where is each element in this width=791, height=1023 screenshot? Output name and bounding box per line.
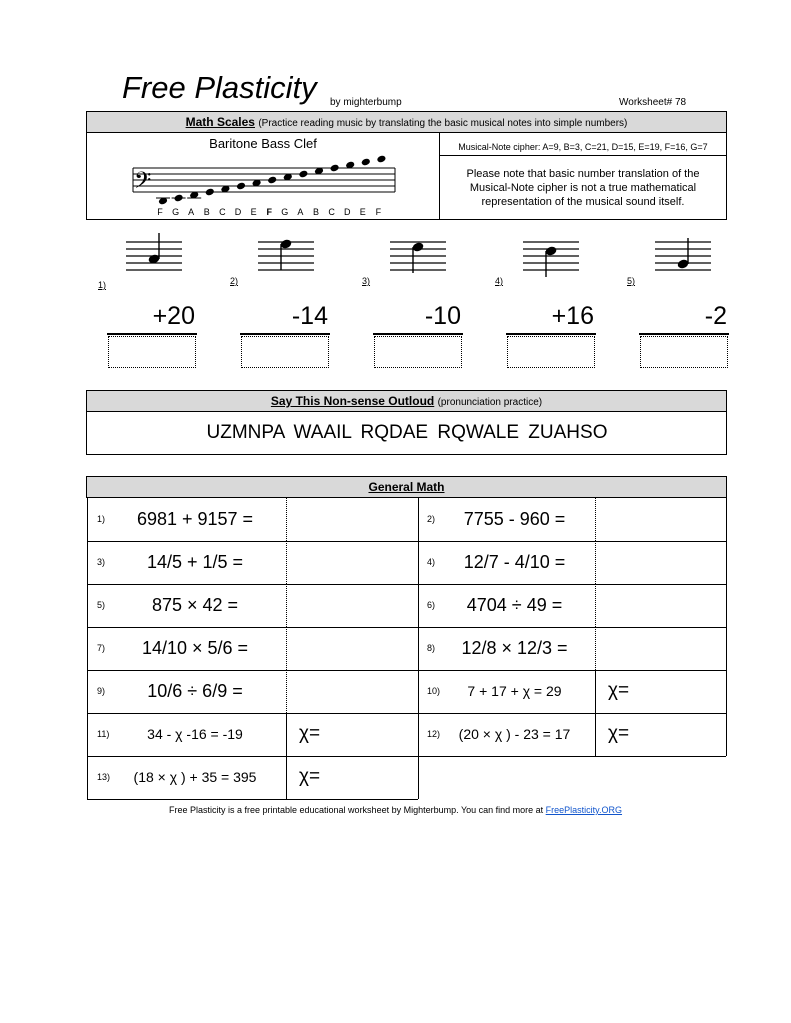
problem-number: 12): [427, 729, 441, 739]
answer-cell[interactable]: [287, 627, 418, 670]
scale-note: [205, 188, 215, 197]
scale-letter: F: [266, 207, 272, 217]
worksheet-title: Free Plasticity: [122, 70, 317, 105]
answer-cell[interactable]: [287, 498, 418, 541]
note-staff: [655, 228, 717, 278]
problem-expression: 7755 - 960 =: [463, 508, 566, 529]
footer-text: Free Plasticity is a free printable educational worksheet by Mighterbump. You can find more at: [168, 805, 546, 815]
scale-letter: F: [157, 207, 163, 217]
scale-note: [376, 155, 386, 164]
problem-expression: 4704 ÷ 49 =: [466, 594, 563, 615]
question-number: 3): [362, 276, 371, 286]
bass-clef-icon: [134, 168, 151, 199]
grid-line: [87, 584, 88, 627]
note-staff: [126, 228, 188, 278]
problem-number: 7): [97, 643, 106, 653]
grid-line: [87, 627, 88, 670]
cipher-text: Musical-Note cipher: A=9, B=3, C=21, D=15, E=19, F=16, G=7: [458, 142, 708, 152]
problem-number: 4): [427, 557, 436, 567]
problem-expression: 6981 + 9157 =: [136, 508, 254, 529]
problem-number: 11): [97, 729, 110, 739]
problem-number: 6): [427, 600, 436, 610]
chi-answer-label: χ=: [608, 680, 630, 701]
math-scales-subheading: (Practice reading music by translating the basic musical notes into simple numbers): [258, 118, 628, 129]
worksheet-number: Worksheet# 78: [619, 97, 687, 108]
scale-letter: G: [172, 207, 180, 217]
problem-expression: 14/5 + 1/5 =: [146, 551, 244, 572]
answer-box[interactable]: [374, 336, 462, 368]
answer-cell[interactable]: [596, 541, 726, 584]
problem-number: 8): [427, 643, 436, 653]
say-this-subheading: (pronunciation practice): [437, 397, 543, 408]
answer-cell[interactable]: [287, 670, 418, 713]
grid-line: [87, 498, 88, 541]
scale-letter: B: [203, 207, 210, 217]
problem-expression: 12/8 × 12/3 =: [461, 637, 568, 658]
grid-line: [418, 584, 419, 627]
chi-answer-label: χ=: [608, 723, 630, 744]
grid-line: [418, 713, 419, 756]
scale-letter: C: [328, 207, 335, 217]
scale-letter: F: [375, 207, 382, 217]
scale-note: [298, 170, 308, 179]
problem-expression: (20 × χ ) - 23 = 17: [458, 726, 571, 743]
scale-letter: G: [281, 207, 289, 217]
scale-letter: A: [297, 207, 304, 217]
grid-line: [87, 713, 88, 756]
question-value: -10: [424, 302, 461, 330]
nonsense-text: UZMNPA WAAIL RQDAE RQWALE ZUAHSO: [206, 422, 608, 443]
question-number: 4): [495, 276, 504, 286]
grid-line: [726, 670, 727, 713]
answer-box[interactable]: [108, 336, 196, 368]
note-staff: [258, 228, 320, 278]
question-number: 5): [627, 276, 636, 286]
answer-cell[interactable]: [287, 584, 418, 627]
scale-letter: D: [343, 207, 351, 217]
grid-line: [726, 498, 727, 541]
answer-cell[interactable]: [596, 498, 726, 541]
byline: by mighterbump: [330, 97, 402, 108]
svg-text:𝄢: 𝄢: [134, 168, 152, 199]
answer-box[interactable]: [640, 336, 728, 368]
grid-line: [418, 541, 419, 584]
grid-line: [418, 756, 419, 799]
problem-expression: 34 - χ -16 = -19: [147, 726, 243, 743]
grid-line: [87, 799, 418, 800]
scale-note: [330, 164, 340, 173]
grid-line: [418, 498, 419, 541]
scale-letters: [155, 207, 395, 219]
footer-link[interactable]: FreePlasticity.ORG: [545, 805, 623, 815]
answer-line: [240, 333, 330, 335]
chi-answer-label: χ=: [299, 766, 321, 787]
grid-line: [726, 713, 727, 756]
answer-line: [373, 333, 463, 335]
bass-clef-scale-staff: [125, 150, 400, 212]
scale-letter: B: [312, 207, 319, 217]
chi-answer-label: χ=: [299, 723, 321, 744]
scale-note: [267, 176, 277, 185]
answer-box[interactable]: [507, 336, 595, 368]
scale-letter: D: [234, 207, 242, 217]
cipher-note: Please note that basic number translation of the Musical-Note cipher is not a true mathematical representation of the musical sound itself.: [466, 168, 700, 208]
math-scales-header: [86, 111, 727, 133]
general-math-header: [86, 476, 727, 498]
problem-number: 3): [97, 557, 106, 567]
answer-line: [506, 333, 596, 335]
footer: [0, 805, 791, 815]
grid-line: [726, 627, 727, 670]
grid-line: [87, 756, 88, 799]
problem-number: 10): [427, 686, 441, 696]
question-number: 2): [230, 276, 239, 286]
problem-expression: (18 × χ ) + 35 = 395: [133, 769, 257, 786]
say-this-heading: Say This Non-sense Outloud: [270, 394, 435, 408]
scale-note: [361, 158, 371, 167]
problem-number: 2): [427, 514, 436, 524]
scale-note: [236, 182, 246, 191]
problem-number: 13): [97, 772, 111, 782]
problem-expression: 875 × 42 =: [151, 594, 239, 615]
problem-expression: 14/10 × 5/6 =: [141, 637, 249, 658]
scale-letter: A: [188, 207, 195, 217]
question-value: +16: [551, 302, 594, 330]
problem-expression: 10/6 ÷ 6/9 =: [147, 680, 243, 701]
math-scales-heading: Math Scales: [185, 115, 255, 129]
say-this-header: [86, 390, 727, 412]
question-number: 1): [98, 280, 107, 290]
grid-line: [87, 541, 88, 584]
problem-expression: 7 + 17 + χ = 29: [467, 683, 562, 700]
scale-letter: E: [250, 207, 257, 217]
question-value: +20: [152, 302, 195, 330]
grid-line: [726, 541, 727, 584]
question-value: -14: [291, 302, 328, 330]
answer-cell[interactable]: [287, 541, 418, 584]
note-staff: [523, 228, 585, 278]
divider: [439, 155, 727, 156]
problem-number: 9): [97, 686, 106, 696]
clef-title: Baritone Bass Clef: [209, 136, 317, 151]
scale-letter: E: [359, 207, 366, 217]
grid-line: [87, 670, 88, 713]
answer-cell[interactable]: [596, 584, 726, 627]
answer-line: [639, 333, 729, 335]
problem-number: 1): [97, 514, 106, 524]
grid-line: [726, 584, 727, 627]
note-staff: [390, 228, 452, 278]
problem-number: 5): [97, 600, 106, 610]
question-value: -2: [704, 302, 727, 330]
grid-line: [418, 627, 419, 670]
grid-line: [418, 670, 419, 713]
answer-cell[interactable]: [596, 627, 726, 670]
answer-box[interactable]: [241, 336, 329, 368]
scale-letter: C: [219, 207, 226, 217]
problem-expression: 12/7 - 4/10 =: [463, 551, 566, 572]
answer-line: [107, 333, 197, 335]
general-math-heading: General Math: [368, 480, 445, 494]
